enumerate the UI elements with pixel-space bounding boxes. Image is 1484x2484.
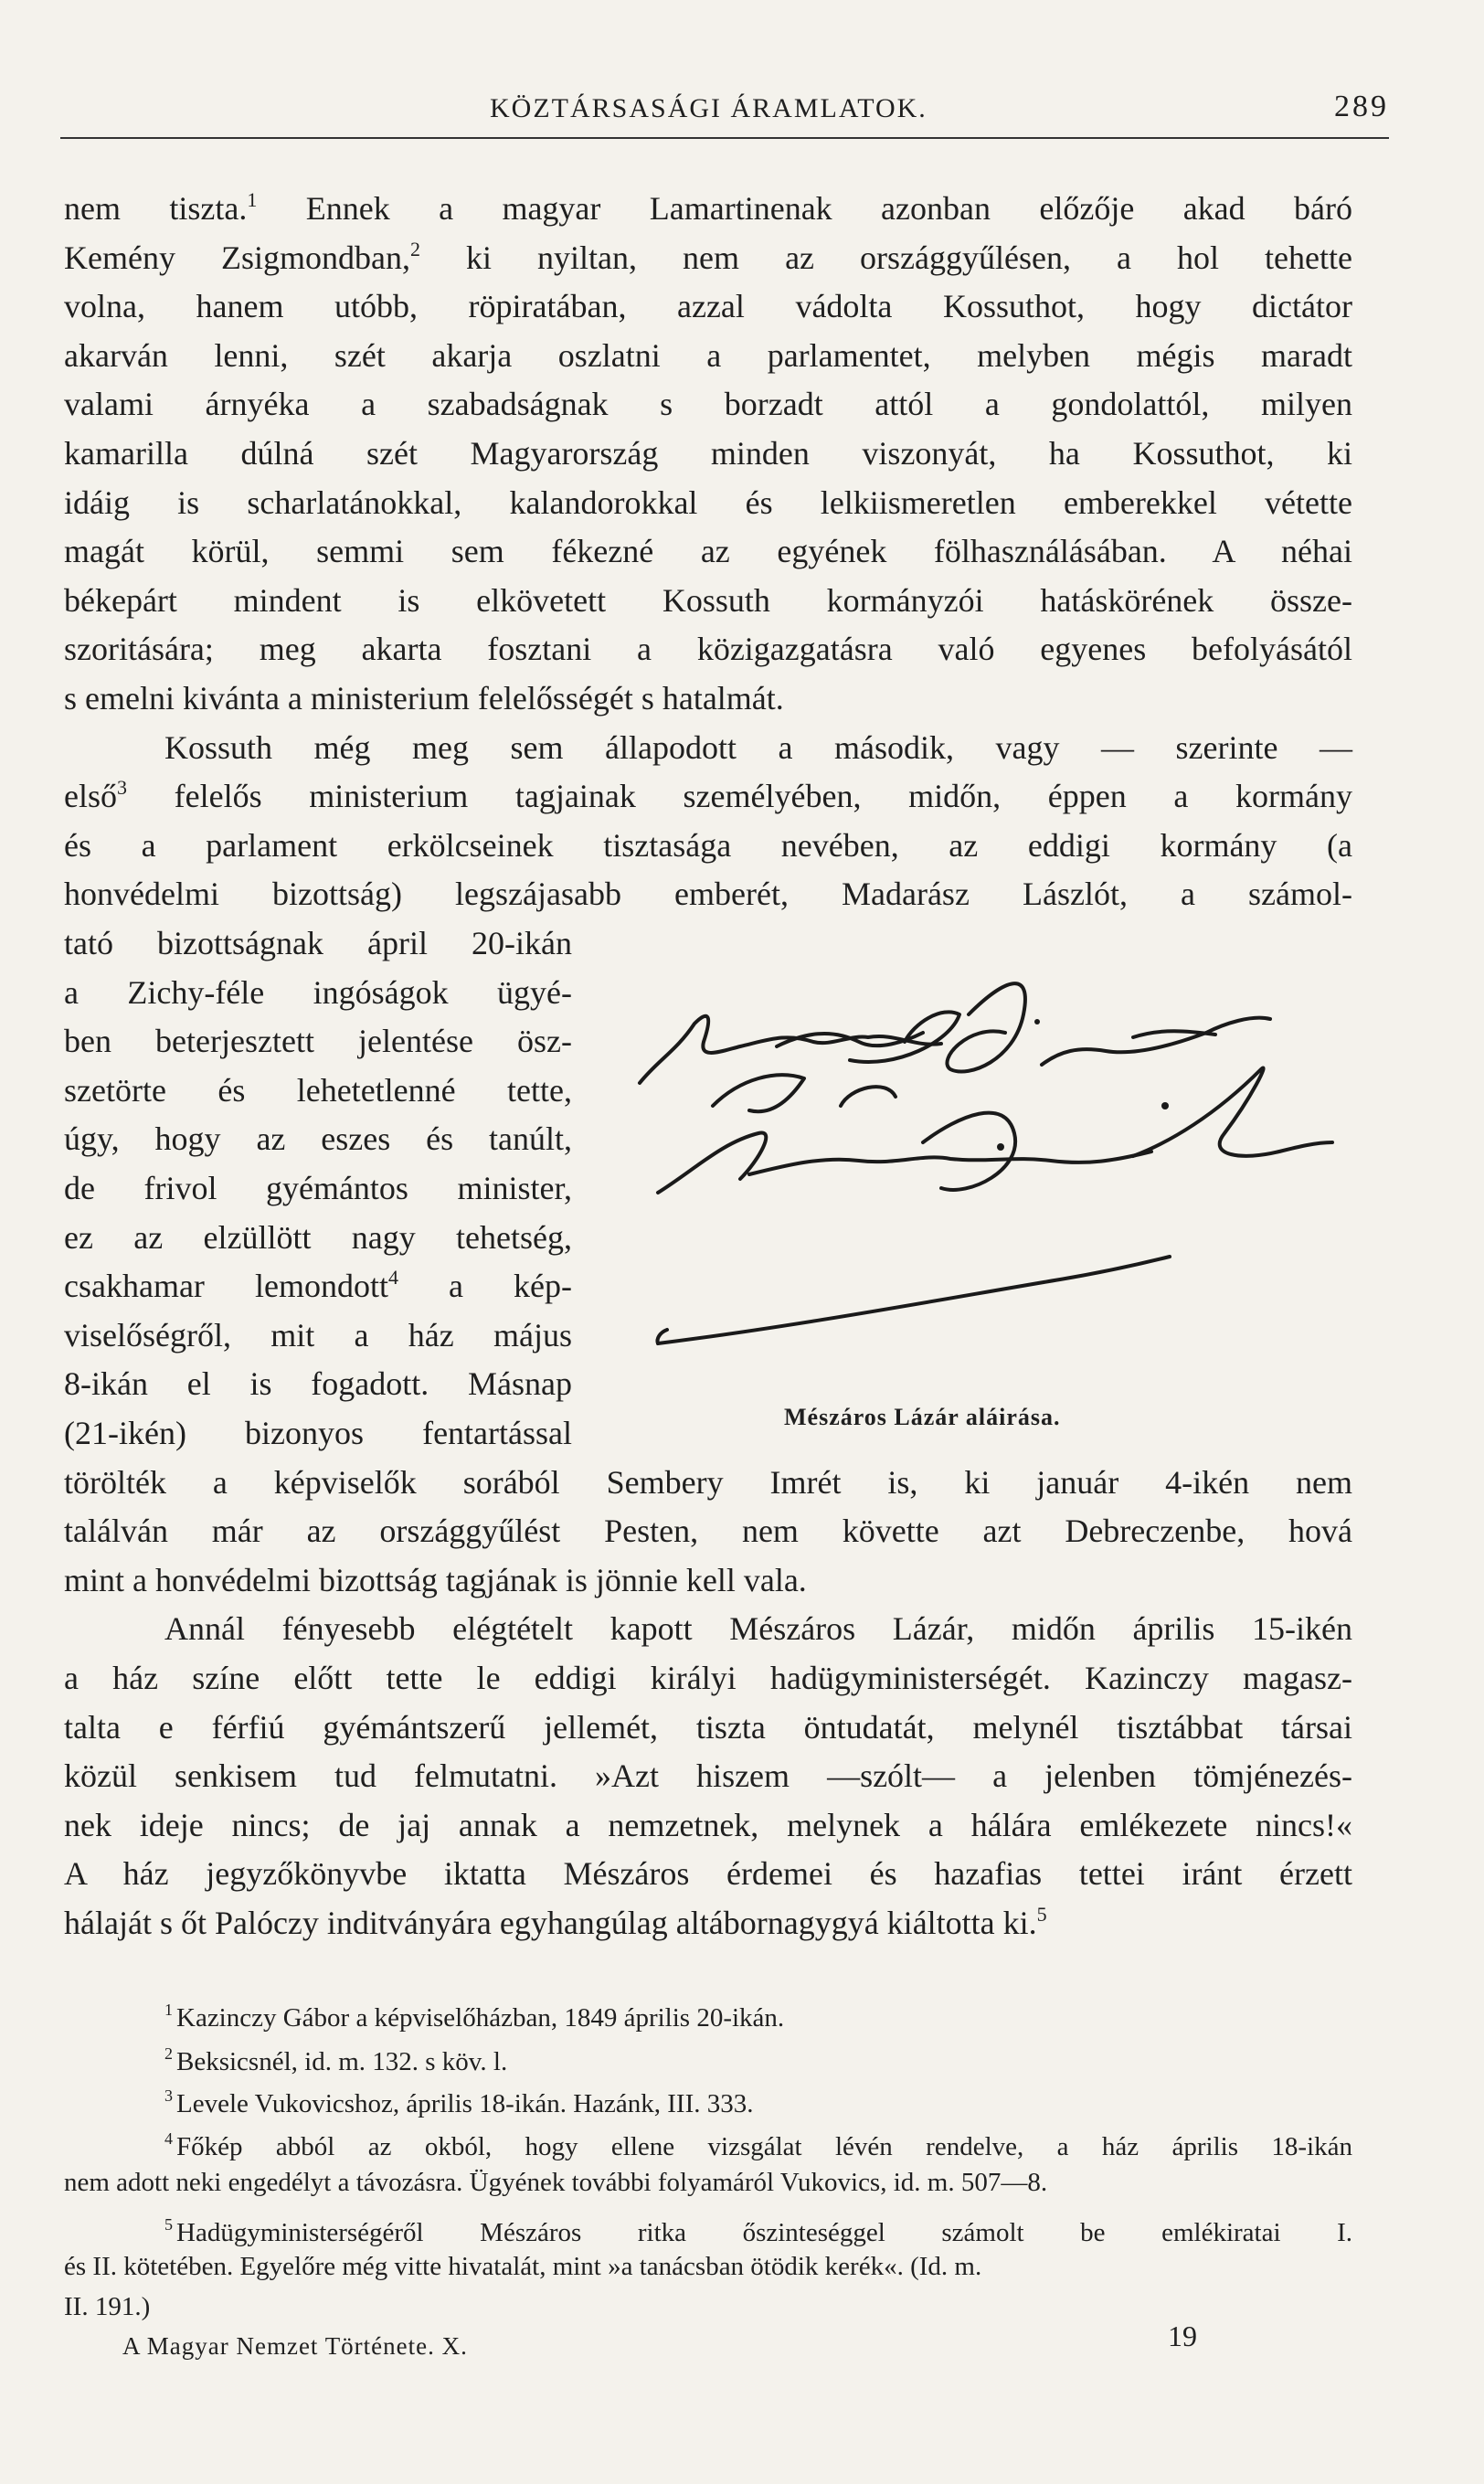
footnote-number: 2 — [164, 2044, 173, 2063]
text-line: ez az elzüllött nagy tehetség, — [64, 1219, 572, 1256]
text-line: szetörte és lehetetlenné tette, — [64, 1072, 572, 1109]
text-line: találván már az országgyűlést Pesten, nem követte azt Debreczenbe, hová — [64, 1513, 1352, 1549]
text-line: Annál fényesebb elégtételt kapott Mészáros Lázár, midőn április 15-ikén — [164, 1610, 1352, 1647]
text-line: közül senkisem tud felmutatni. »Azt hiszem —szólt— a jelenben tömjénezés- — [64, 1757, 1352, 1794]
text-line: (21-ikén) bizonyos fentartással — [64, 1415, 572, 1451]
text-line: nem tiszta.$^1$ Ennek a magyar Lamartinenak azonban előzője akad báró — [64, 188, 1353, 227]
text-line: csakhamar lemondott$^4$ a kép- — [64, 1266, 572, 1304]
text-line: törölték a képviselők sorából Sembery Imrét is, ki január 4-ikén nem — [64, 1464, 1352, 1501]
footer-series-title: A Magyar Nemzet Története. X. — [122, 2332, 468, 2360]
footnote-line: és II. kötetében. Egyelőre még vitte hivatalát, mint »a tanácsban ötödik kerék«. (Id. m. — [64, 2252, 982, 2281]
footnote-line: $^1$ Kazinczy Gábor a képviselőházban, 1849 április 20-ikán. — [164, 2001, 785, 2033]
footnote-line: $^5$ Hadügyministerségéről Mészáros ritka őszinteséggel számolt be emlékiratai I. — [164, 2215, 1352, 2247]
footnote-number: 1 — [164, 2001, 173, 2019]
text-line: szoritására; meg akarta fosztani a közigazgatásra való egyenes befolyásától — [64, 631, 1352, 667]
text-line: és a parlament erkölcseinek tisztasága nevében, az eddigi kormány (a — [64, 827, 1352, 864]
text-line: első$^3$ felelős ministerium tagjainak személyében, midőn, éppen a kormány — [64, 776, 1352, 814]
footnote-reference: 1 — [247, 188, 258, 211]
footnote-reference: 3 — [117, 776, 127, 799]
text-line: honvédelmi bizottság) legszájasabb emberét, Madarász Lászlót, a számol- — [64, 876, 1352, 912]
text-line: kamarilla dúlná szét Magyarország minden viszonyát, ha Kossuthot, ki — [64, 435, 1352, 472]
text-line: Kossuth még meg sem állapodott a második, vagy — szerinte — — [164, 729, 1352, 766]
footnote-line: II. 191.) — [64, 2292, 151, 2321]
text-line: mint a honvédelmi bizottság tagjának is jönnie kell vala. — [64, 1562, 807, 1598]
text-line: s emelni kivánta a ministerium felelősségét s hatalmát. — [64, 680, 784, 717]
footnote-number: 5 — [164, 2215, 173, 2234]
text-line: békepárt mindent is elkövetett Kossuth kormányzói hatáskörének össze- — [64, 582, 1352, 619]
text-line: tató bizottságnak ápril 20-ikán — [64, 925, 572, 961]
footnote-line: $^3$ Levele Vukovicshoz, április 18-ikán. Hazánk, III. 333. — [164, 2086, 754, 2118]
text-line: a ház színe előtt tette le eddigi királyi hadügyministerségét. Kazinczy magasz- — [64, 1660, 1352, 1696]
text-line: úgy, hogy az eszes és tanúlt, — [64, 1120, 572, 1157]
text-line: magát körül, semmi sem fékezné az egyének fölhasználásában. A néhai — [64, 533, 1352, 569]
text-line: viselőségről, mit a ház május — [64, 1317, 572, 1353]
footnote-number: 4 — [164, 2129, 173, 2148]
footnote-reference: 4 — [387, 1266, 398, 1289]
footnote-reference: 5 — [1036, 1903, 1047, 1926]
footnote-line: nem adott neki engedélyt a távozásra. Ügyének további folyamáról Vukovics, id. m. 507—8. — [64, 2168, 1048, 2197]
header-rule — [60, 137, 1389, 139]
text-line: talta e férfiú gyémántszerű jellemét, tiszta öntudatát, melynél tisztábbat társai — [64, 1709, 1352, 1746]
page-number: 289 — [1334, 90, 1389, 123]
text-line: a Zichy-féle ingóságok ügyé- — [64, 974, 572, 1011]
figure-caption: Mészáros Lázár aláirása. — [784, 1404, 1061, 1430]
footnote-reference: 2 — [409, 238, 420, 260]
text-line: idáig is scharlatánokkal, kalandorokkal és lelkiismeretlen emberekkel vétette — [64, 484, 1352, 521]
running-title: KÖZTÁRSASÁGI ÁRAMLATOK. — [490, 93, 928, 123]
running-header — [60, 88, 1389, 135]
footnote-line: $^2$ Beksicsnél, id. m. 132. s köv. l. — [164, 2044, 508, 2076]
text-line: de frivol gyémántos minister, — [64, 1170, 572, 1206]
footnote-number: 3 — [164, 2086, 173, 2105]
text-line: ben beterjesztett jelentése ösz- — [64, 1023, 572, 1059]
text-line: 8-ikán el is fogadott. Másnap — [64, 1365, 572, 1402]
text-line: valami árnyéka a szabadságnak s borzadt attól a gondolattól, milyen — [64, 386, 1352, 422]
text-line: hálaját s őt Palóczy inditványára egyhangúlag altábornagygyá kiáltotta ki.$^5$ — [64, 1903, 1047, 1941]
text-line: A ház jegyzőkönyvbe iktatta Mészáros érdemei és hazafias tettei iránt érzett — [64, 1855, 1352, 1892]
text-line: akarván lenni, szét akarja oszlatni a parlamentet, melyben mégis maradt — [64, 337, 1352, 374]
footnote-line: $^4$ Főkép abból az okból, hogy ellene vizsgálat lévén rendelve, a ház április 18-ikán — [164, 2129, 1352, 2161]
signature-mark: 19 — [1168, 2319, 1197, 2352]
text-line: volna, hanem utóbb, röpiratában, azzal vádolta Kossuthot, hogy dictátor — [64, 288, 1352, 324]
text-line: Kemény Zsigmondban,$^2$ ki nyiltan, nem az országgyűlésen, a hol tehette — [64, 238, 1352, 276]
signature-image — [621, 960, 1334, 1389]
text-line: nek ideje nincs; de jaj annak a nemzetnek, melynek a hálára emlékezete nincs!« — [64, 1807, 1352, 1843]
